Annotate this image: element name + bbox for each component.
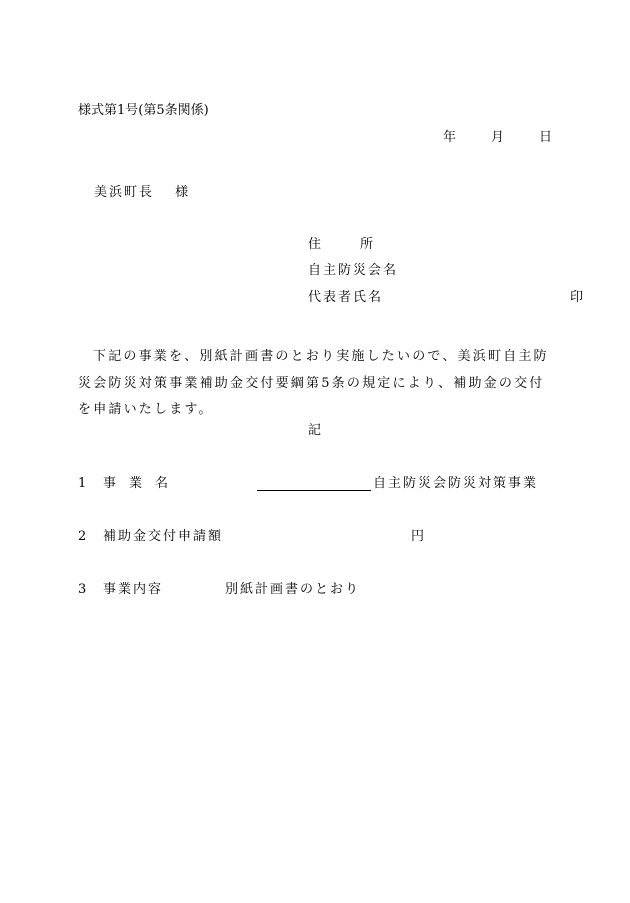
item-1-blank-line bbox=[257, 490, 371, 491]
item-3-value: 別紙計画書のとおり bbox=[225, 582, 361, 597]
ki-heading: 記 bbox=[308, 423, 322, 438]
item-3-number: 3 bbox=[78, 582, 87, 597]
applicant-address-label: 住 所 bbox=[308, 237, 374, 252]
body-line-3: を申請いたします。 bbox=[78, 402, 214, 417]
body-line-2: 災会防災対策事業補助金交付要綱第5条の規定により、補助金の交付 bbox=[78, 375, 545, 391]
date-year-label: 年 bbox=[443, 130, 457, 145]
body-line-1: 下記の事業を、別紙計画書のとおり実施したいので、美浜町自主防 bbox=[93, 349, 549, 364]
seal-label: 印 bbox=[570, 290, 584, 305]
item-1-number: 1 bbox=[78, 476, 87, 491]
addressee: 美浜町長 様 bbox=[94, 185, 191, 200]
item-2-number: 2 bbox=[78, 529, 87, 544]
item-2-label: 補助金交付申請額 bbox=[103, 529, 224, 544]
item-1-label: 事 業 名 bbox=[103, 476, 169, 491]
form-number: 様式第1号(第5条関係) bbox=[78, 103, 209, 118]
body-paragraph bbox=[78, 344, 568, 424]
item-3-label: 事業内容 bbox=[103, 582, 164, 597]
applicant-rep-label: 代表者氏名 bbox=[308, 290, 384, 305]
item-2-value: 円 bbox=[411, 529, 425, 544]
applicant-org-label: 自主防災会名 bbox=[308, 263, 399, 278]
item-1-value: 自主防災会防災対策事業 bbox=[373, 476, 539, 491]
date-month-label: 月 bbox=[491, 130, 505, 145]
date-day-label: 日 bbox=[539, 130, 553, 145]
